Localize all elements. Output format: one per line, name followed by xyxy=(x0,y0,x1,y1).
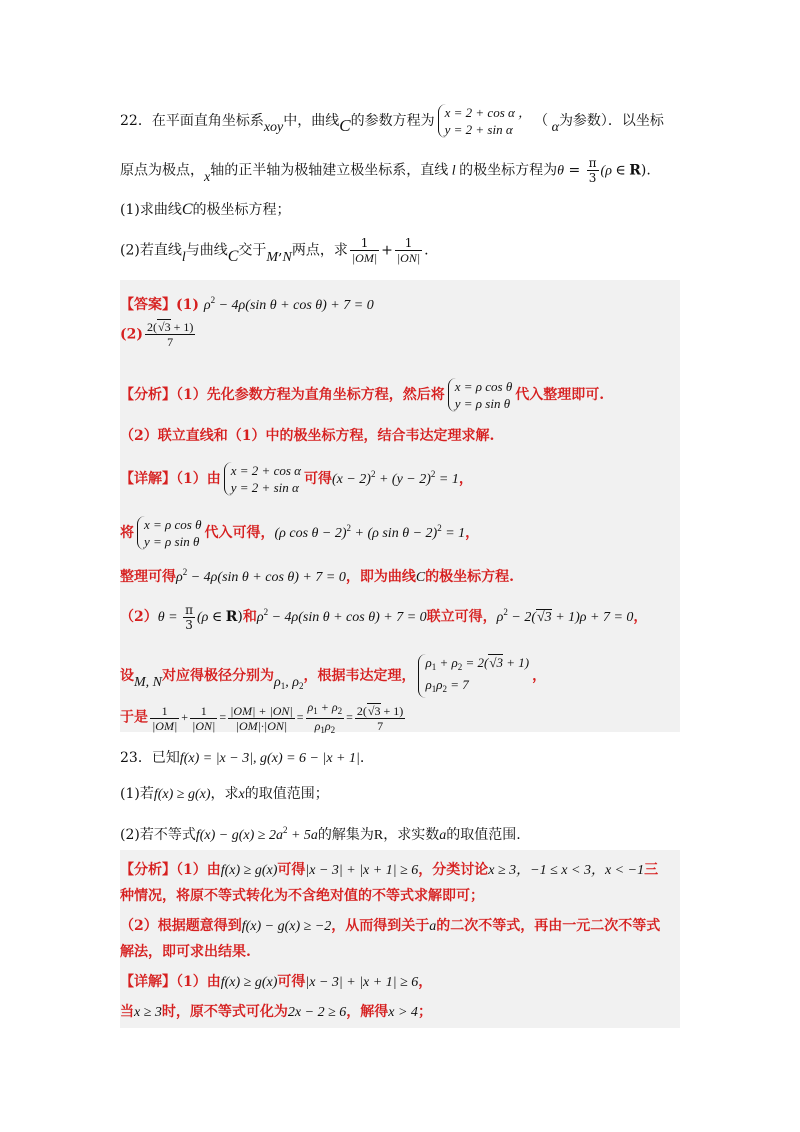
q23-part1: (1)若f(x) ≥ g(x)，求x的取值范围； xyxy=(120,786,329,802)
analysis-text: （2）联立直线和（1）中的极坐标方程，结合韦达定理求解. xyxy=(120,428,495,444)
q22-analysis-1: 【分析】（1）先化参数方程为直角坐标方程，然后将 x = ρ cos θ y = ρ sin θ 代入整理即可. xyxy=(120,379,605,411)
detail-text: 可得 xyxy=(277,974,306,990)
analysis-text: 可得 xyxy=(277,862,306,878)
q22-stem-line1: 22．在平面直角坐标系xoy中，曲线C的参数方程为 x = 2 + cos α ， y = 2 + sin α （ α为参数）．以坐标 xyxy=(120,105,664,137)
detail-label: 【详解】 xyxy=(120,974,176,990)
analysis-text: （1）由 xyxy=(176,862,221,878)
detail-label: 【详解】 xyxy=(120,471,176,487)
q22-text: 交于 xyxy=(238,242,267,259)
detail-text: （1）由 xyxy=(176,974,221,990)
analysis-text: 的二次不等式，再由一元二次不等式 xyxy=(436,918,661,934)
detail-text: 于是 xyxy=(120,709,148,726)
q22-detail-2: 将 x = ρ cos θ y = ρ sin θ 代入可得，(ρ cos θ − 2)$^2$ + (ρ sin θ − 2)$^2$ = 1， xyxy=(120,517,480,549)
detail-text: 对应得极径分别为 xyxy=(162,668,274,684)
detail-text: 将 xyxy=(120,525,134,541)
q22-detail-3: 整理可得$\rho^2 - 4\rho(\sin$ θ + cos θ) + 7 = 0，即为曲线C的极坐标方程. xyxy=(120,567,515,585)
q22-solution-block xyxy=(120,280,680,735)
q22-stem-line2: 原点为极点，x轴的正半轴为极轴建立极坐标系，直线 l 的极坐标方程为θ = $\frac{\pi}{3}$ (ρ ∈ R). xyxy=(120,156,651,185)
q23-part2: (2)若不等式$f(x) - g(x) \ge 2a^2 + 5a$的解集为R，求实数a的取值范围. xyxy=(120,825,521,843)
q22-text: 的极坐标方程； xyxy=(192,202,291,218)
detail-text: 可得 xyxy=(303,471,332,487)
detail-text: 整理可得 xyxy=(120,569,176,585)
analysis-text: （2）根据题意得到 xyxy=(120,918,242,934)
detail-text: ，即为曲线 xyxy=(345,569,416,585)
q23-text: ，求 xyxy=(210,786,239,802)
answer-label: 【答案】 xyxy=(120,297,176,313)
q23-text: 的取值范围； xyxy=(244,786,329,802)
analysis-text: ，分类讨论 xyxy=(418,862,489,878)
analysis-text: 解法，即可求出结果. xyxy=(120,944,251,960)
detail-text: 设 xyxy=(120,668,134,684)
q23-text: (2)若不等式 xyxy=(120,827,196,843)
q22-analysis-2 xyxy=(120,426,494,446)
analysis-label: 【分析】 xyxy=(120,862,176,878)
q22-stem-text: 的参数方程为 xyxy=(350,113,435,129)
detail-text: 代入可得， xyxy=(204,525,275,541)
q23-solution-block xyxy=(120,850,680,1028)
detail-text: 当 xyxy=(120,1004,134,1020)
q23-detail-1: 【详解】（1）由f(x) ≥ g(x)可得|x − 3| + |x + 1| ≥ 6， xyxy=(120,974,433,990)
analysis-text: ，从而得到关于 xyxy=(331,918,430,934)
analysis-text: 代入整理即可. xyxy=(515,387,605,403)
q22-part1: (1)求曲线C的极坐标方程； xyxy=(120,201,291,218)
answer-part: (2) xyxy=(120,326,143,343)
q22-answer-2: (2) $\frac{2(√3 + 1)}{7}$ xyxy=(120,320,194,349)
q22-text: 的极坐标方程为 xyxy=(459,162,558,179)
detail-text: 和 xyxy=(242,609,257,625)
q22-detail-4: （2）θ = $\frac{\pi}{3}$ (ρ ∈ R)和$\rho^2 - 4\rho(\sin$ θ + cos θ) + 7 = 0联立可得，$\rho^2 - 2(√3 + 1)\rho + 7 = 0$， xyxy=(120,602,648,632)
analysis-text: 三 xyxy=(644,862,659,878)
analysis-text: （1）先化参数方程为直角坐标方程，然后将 xyxy=(176,387,445,403)
q22-text: 两点，求 xyxy=(291,242,348,259)
q22-stem-text: 中，曲线 xyxy=(283,113,340,129)
q22-part2: (2)若直线l与曲线C交于M,N两点，求 $\frac{1}{|OM|}$ + $\frac{1}{|ON|}$ . xyxy=(120,236,429,265)
q22-detail-5: 设M, N对应得极径分别为$\rho_1$, $\rho_2$，根据韦达定理， $\rho_1 + \rho_2 = 2(√3 + 1)$ $\rho_1\rho_2 = 7$ ， xyxy=(120,654,546,698)
q23-analysis-4 xyxy=(120,942,251,962)
q22-detail-6: 于是 $\frac{1}{|OM|}$ + $\frac{1}{|ON|}$ = $\frac{|OM| + |ON|}{|OM|\cdot|ON|}$ = $\frac{\rho_1 + \rho_2}{\rho_1\rho_2}$ = $\frac{2(√3 + 1)}{7}$ xyxy=(120,700,404,735)
answer-part: (1) xyxy=(176,297,199,313)
detail-text: 时，原不等式可化为 xyxy=(161,1004,288,1020)
detail-text: 的极坐标方程. xyxy=(425,569,515,585)
q22-detail-1: 【详解】（1）由 x = 2 + cos α y = 2 + sin α 可得$(x - 2)^2 + (y - 2)^2 = 1$， xyxy=(120,463,473,495)
q22-text: (1)求曲线 xyxy=(120,202,182,218)
q22-stem-text: 为参数）．以坐标 xyxy=(558,113,664,129)
q23-text: ，求实数 xyxy=(383,827,440,843)
detail-text: ，根据韦达定理， xyxy=(303,668,416,684)
q22-answer: 【答案】(1) $\rho^2 - 4\rho(\sin$ θ + cos θ) + 7 = 0 xyxy=(120,295,374,313)
q23-analysis-2 xyxy=(120,886,484,906)
detail-text: （2） xyxy=(120,609,158,625)
q22-text: 与曲线 xyxy=(185,242,228,259)
detail-text: 联立可得， xyxy=(426,609,497,625)
q23-text: 的取值范围. xyxy=(446,827,521,843)
q23-analysis-1: 【分析】（1）由f(x) ≥ g(x)可得|x − 3| + |x + 1| ≥ 6，分类讨论x ≥ 3，−1 ≤ x < 3，x < −1三 xyxy=(120,862,659,878)
q23-text: 23．已知 xyxy=(120,750,180,766)
q23-text: (1)若 xyxy=(120,786,154,802)
q22-text: 轴的正半轴为极轴建立极坐标系，直线 xyxy=(210,162,449,179)
analysis-label: 【分析】 xyxy=(120,387,176,403)
q23-stem: 23．已知f(x) = |x − 3|, g(x) = 6 − |x + 1|. xyxy=(120,750,365,766)
q22-text: 原点为极点， xyxy=(120,162,204,179)
analysis-text: 种情况，将原不等式转化为不含绝对值的不等式求解即可； xyxy=(120,888,484,904)
q22-stem-text: 22．在平面直角坐标系 xyxy=(120,113,264,129)
q23-text: 的解集为 xyxy=(317,827,374,843)
q23-analysis-3: （2）根据题意得到f(x) − g(x) ≥ −2，从而得到关于a的二次不等式，再由一元二次不等式 xyxy=(120,918,661,934)
q23-detail-2: 当x ≥ 3时，原不等式可化为2x − 2 ≥ 6，解得x > 4； xyxy=(120,1004,432,1020)
detail-text: （1）由 xyxy=(176,471,221,487)
detail-text: ，解得 xyxy=(346,1004,389,1020)
q22-text: (2)若直线 xyxy=(120,242,182,259)
